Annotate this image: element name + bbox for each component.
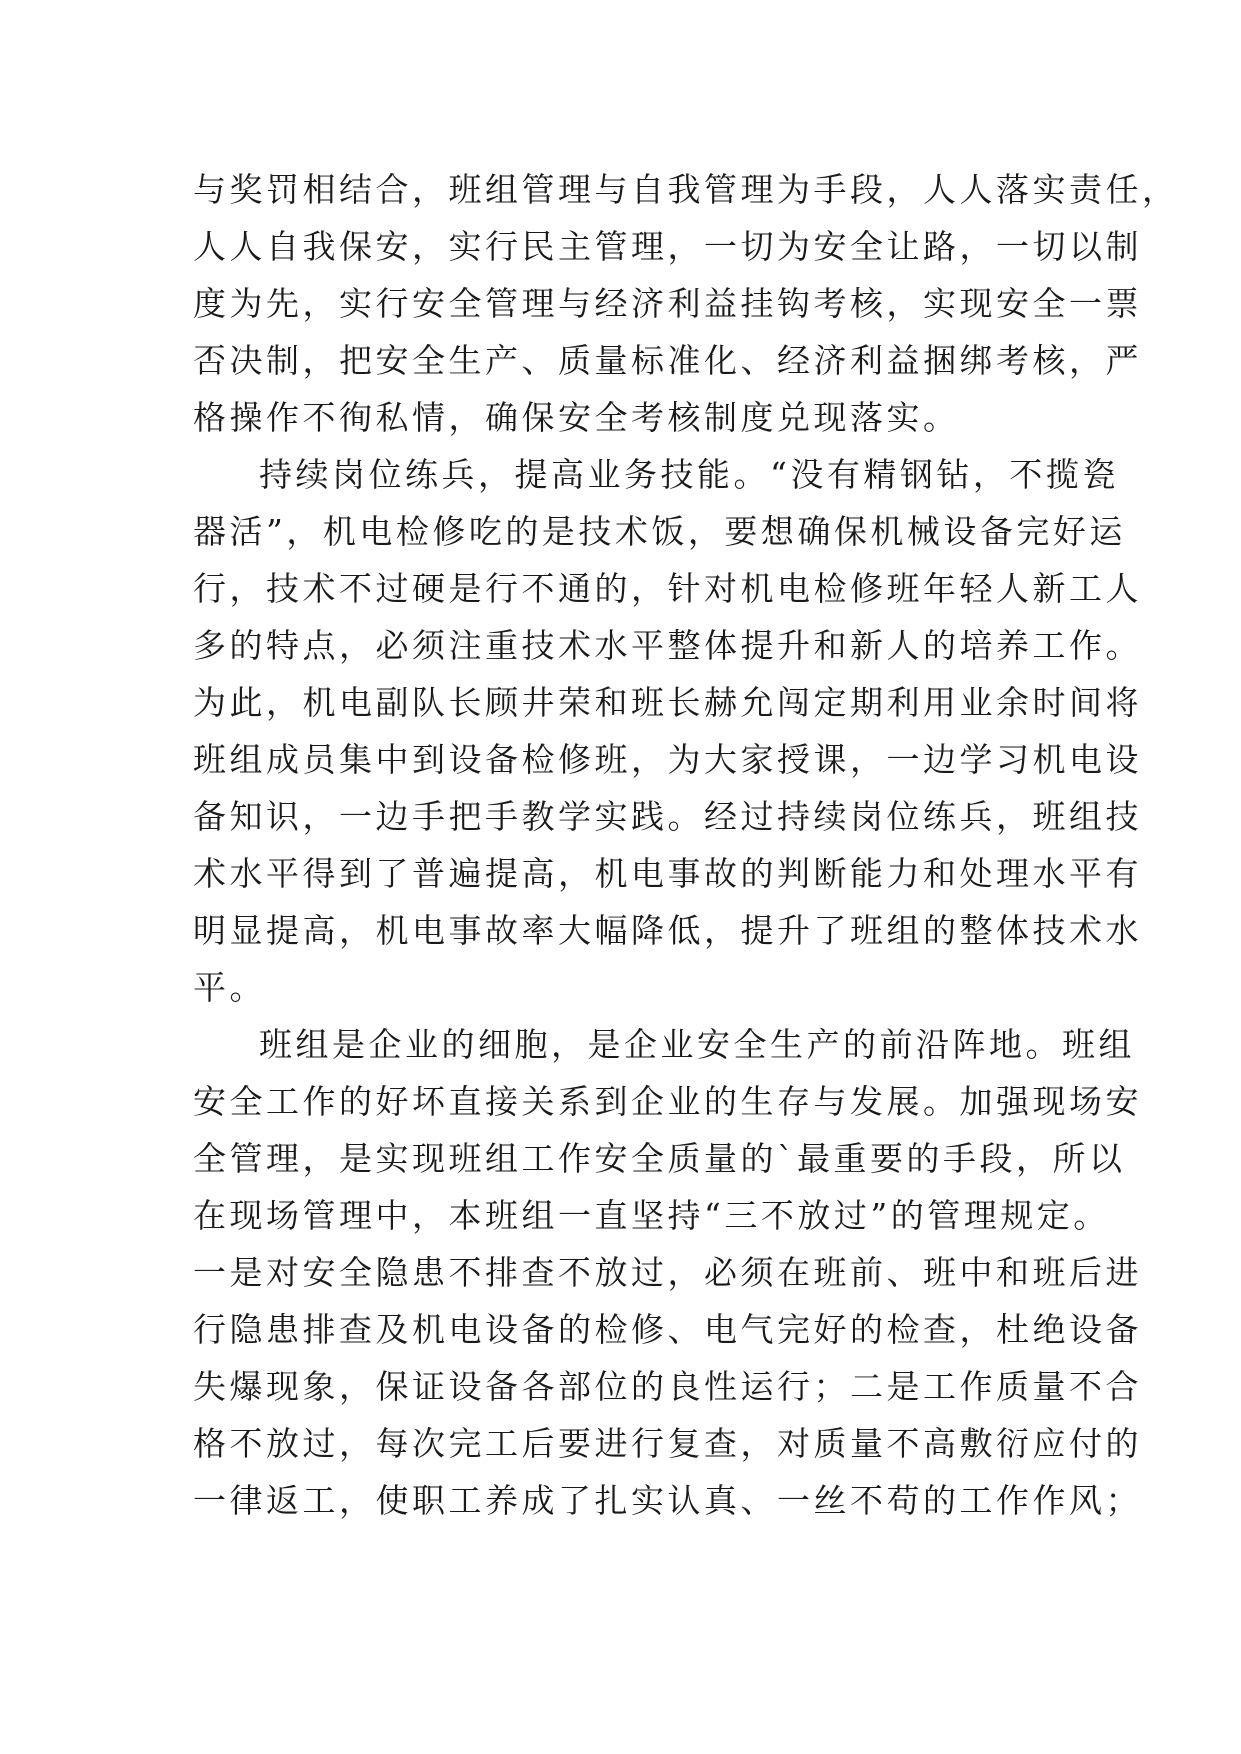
text-line: 格不放过，每次完工后要进行复查，对质量不高敷衍应付的 xyxy=(193,1424,1142,1463)
text-line: 持续岗位练兵，提高业务技能。“没有精钢钻，不揽瓷 xyxy=(259,455,1119,494)
text-line: 备知识，一边手把手教学实践。经过持续岗位练兵，班组技 xyxy=(193,797,1142,836)
text-line: 全管理，是实现班组工作安全质量的`最重要的手段，所以 xyxy=(193,1139,1126,1178)
text-line: 一律返工，使职工养成了扎实认真、一丝不苟的工作作风； xyxy=(193,1481,1142,1520)
text-line: 平。 xyxy=(193,968,266,1007)
text-line: 度为先，实行安全管理与经济利益挂钩考核，实现安全一票 xyxy=(193,284,1142,323)
text-line: 器活”，机电检修吃的是技术饭，要想确保机械设备完好运 xyxy=(193,512,1126,551)
text-line: 行隐患排查及机电设备的检修、电气完好的检查，杜绝设备 xyxy=(193,1310,1142,1349)
text-line: 班组成员集中到设备检修班，为大家授课，一边学习机电设 xyxy=(193,740,1142,779)
paragraph xyxy=(193,446,1142,1016)
text-line: 失爆现象，保证设备各部位的良性运行；二是工作质量不合 xyxy=(193,1367,1142,1406)
paragraph xyxy=(193,1016,1142,1529)
text-line: 明显提高，机电事故率大幅降低，提升了班组的整体技术水 xyxy=(193,911,1142,950)
text-line: 多的特点，必须注重技术水平整体提升和新人的培养工作。 xyxy=(193,626,1142,665)
text-line: 班组是企业的细胞，是企业安全生产的前沿阵地。班组 xyxy=(259,1025,1135,1064)
paragraph xyxy=(193,161,1179,446)
text-line: 为此，机电副队长顾井荣和班长赫允闯定期利用业余时间将 xyxy=(193,683,1142,722)
text-line: 人人自我保安，实行民主管理，一切为安全让路，一切以制 xyxy=(193,227,1142,266)
text-line: 与奖罚相结合，班组管理与自我管理为手段，人人落实责任， xyxy=(193,170,1179,209)
body-text xyxy=(193,161,1179,1529)
text-line: 行，技术不过硬是行不通的，针对机电检修班年轻人新工人 xyxy=(193,569,1142,608)
text-line: 在现场管理中，本班组一直坚持“三不放过”的管理规定。 xyxy=(193,1196,1110,1235)
text-line: 一是对安全隐患不排查不放过，必须在班前、班中和班后进 xyxy=(193,1253,1142,1292)
text-line: 格操作不徇私情，确保安全考核制度兑现落实。 xyxy=(193,398,960,437)
text-line: 安全工作的好坏直接关系到企业的生存与发展。加强现场安 xyxy=(193,1082,1142,1121)
text-line: 术水平得到了普遍提高，机电事故的判断能力和处理水平有 xyxy=(193,854,1142,893)
text-line: 否决制，把安全生产、质量标准化、经济利益捆绑考核，严 xyxy=(193,341,1142,380)
